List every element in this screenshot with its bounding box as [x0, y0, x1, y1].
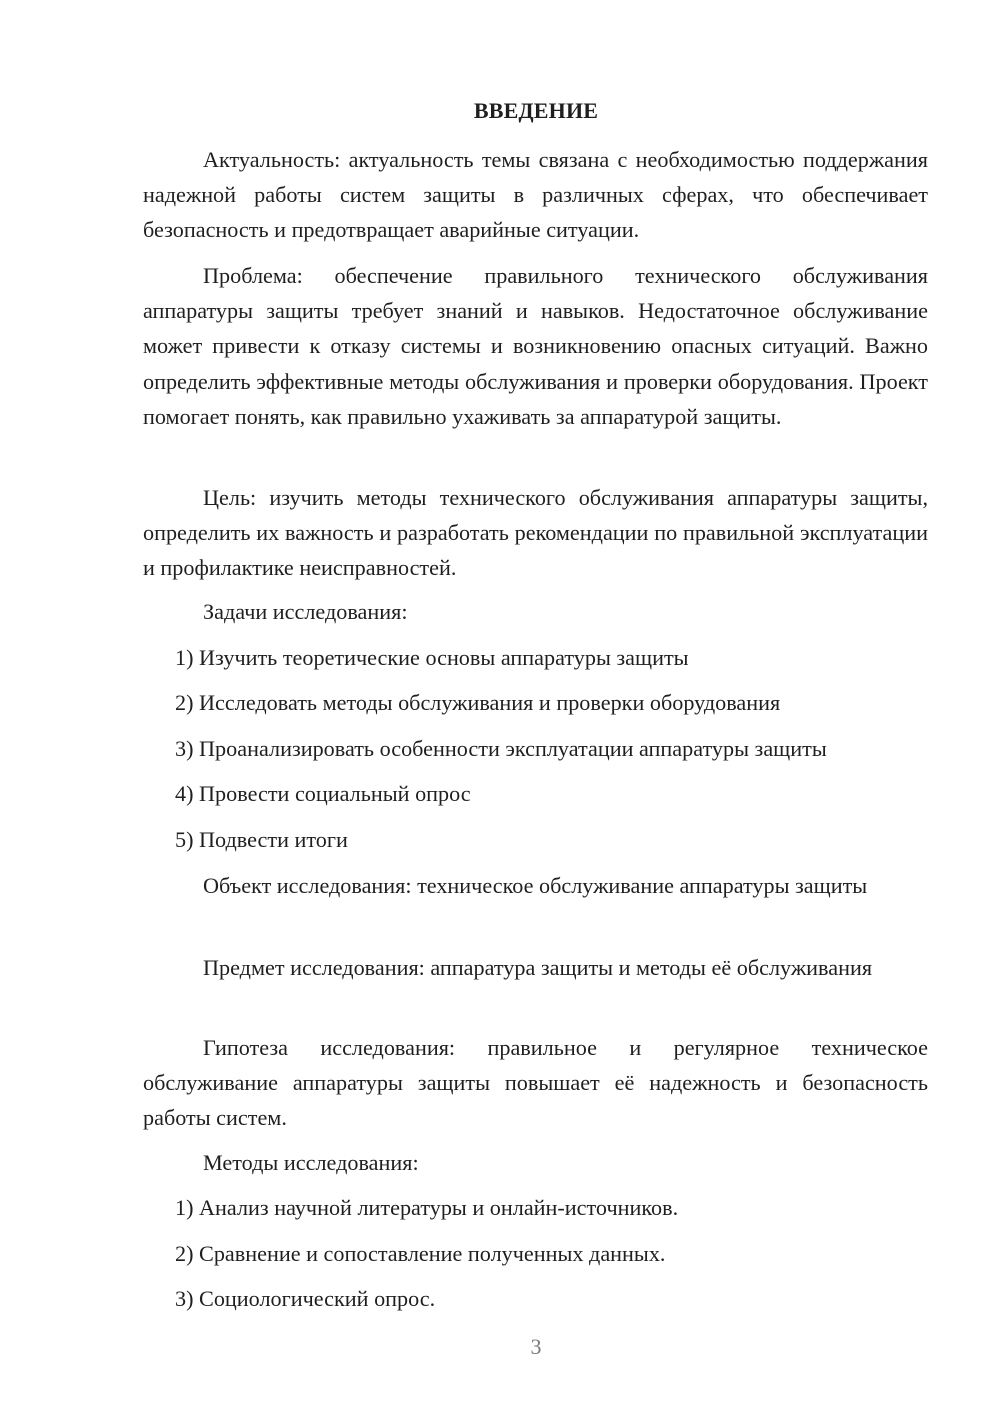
task-item-4: 4) Провести социальный опрос	[175, 781, 471, 806]
page-number: 3	[530, 1334, 542, 1359]
hypothesis-paragraph: Гипотеза исследования: правильное и регулярное техническое обслуживание аппаратуры защиты повышает её надежность и безопасность работы систем.	[143, 1035, 928, 1131]
relevance-paragraph: Актуальность: актуальность темы связана с необходимостью поддержания надежной работы систем защиты в различных сферах, что обеспечивает безопасность и предотвращает аварийные ситуации.	[143, 147, 928, 243]
goal-paragraph: Цель: изучить методы технического обслуживания аппаратуры защиты, определить их важность и разработать рекомендации по правильной эксплуатации и профилактике неисправностей.	[143, 485, 928, 581]
task-item-2: 2) Исследовать методы обслуживания и проверки оборудования	[175, 690, 781, 715]
tasks-heading: Задачи исследования:	[203, 599, 408, 624]
object-paragraph: Объект исследования: техническое обслуживание аппаратуры защиты	[203, 873, 868, 898]
problem-paragraph: Проблема: обеспечение правильного технического обслуживания аппаратуры защиты требует знаний и навыков. Недостаточное обслуживание может привести к отказу системы и возникновению опасных ситуаций. Важно определить эффективные методы обслуживания и проверки оборудования. Проект помогает понять, как правильно ухаживать за аппаратурой защиты.	[143, 263, 928, 429]
method-item-3: 3) Социологический опрос.	[175, 1286, 436, 1311]
method-item-1: 1) Анализ научной литературы и онлайн-источников.	[175, 1195, 679, 1220]
method-item-2: 2) Сравнение и сопоставление полученных данных.	[175, 1241, 666, 1266]
task-item-5: 5) Подвести итоги	[175, 827, 348, 852]
task-item-3: 3) Проанализировать особенности эксплуатации аппаратуры защиты	[175, 736, 827, 761]
methods-heading: Методы исследования:	[203, 1150, 419, 1175]
page-title: ВВЕДЕНИЕ	[473, 98, 599, 123]
task-item-1: 1) Изучить теоретические основы аппаратуры защиты	[175, 645, 689, 670]
subject-paragraph: Предмет исследования: аппаратура защиты и методы её обслуживания	[203, 955, 873, 980]
